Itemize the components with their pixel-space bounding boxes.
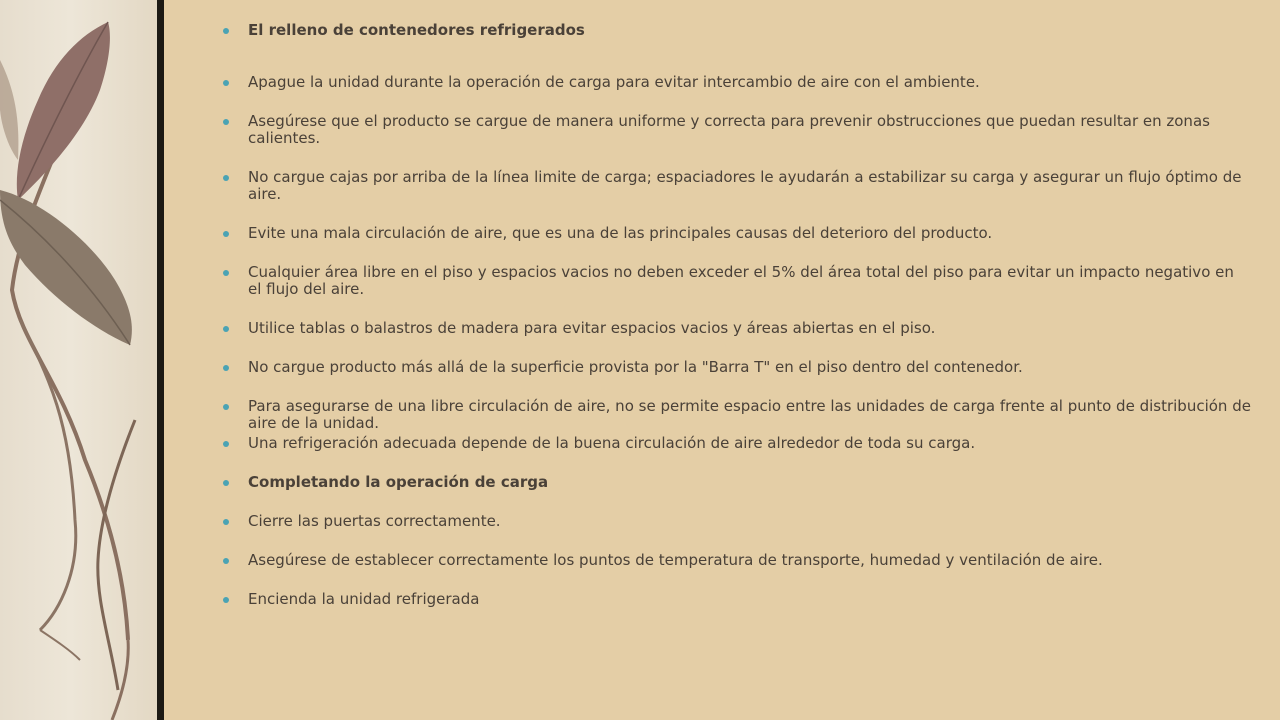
list-item: El relleno de contenedores refrigerados — [222, 22, 1252, 39]
vertical-divider — [157, 0, 164, 720]
bullet-list — [222, 22, 1252, 608]
list-item: Completando la operación de carga — [222, 474, 1252, 491]
list-item: Una refrigeración adecuada depende de la buena circulación de aire alrededor de toda su carga. — [222, 435, 1252, 452]
list-item: Asegúrese de establecer correctamente los puntos de temperatura de transporte, humedad y ventilación de aire. — [222, 552, 1252, 569]
list-item: Cierre las puertas correctamente. — [222, 513, 1252, 530]
list-item: Asegúrese que el producto se cargue de manera uniforme y correcta para prevenir obstrucciones que puedan resultar en zonas calientes. — [222, 113, 1252, 147]
sidebar-leaf-image — [0, 0, 157, 720]
list-item: Utilice tablas o balastros de madera para evitar espacios vacios y áreas abiertas en el piso. — [222, 320, 1252, 337]
list-item: Cualquier área libre en el piso y espacios vacios no deben exceder el 5% del área total del piso para evitar un impacto negativo en el flujo del aire. — [222, 264, 1252, 298]
list-item: Encienda la unidad refrigerada — [222, 591, 1252, 608]
dried-leaf-branch-illustration — [0, 0, 157, 720]
list-item: Apague la unidad durante la operación de carga para evitar intercambio de aire con el ambiente. — [222, 74, 1252, 91]
list-item: Para asegurarse de una libre circulación de aire, no se permite espacio entre las unidades de carga frente al punto de distribución de aire de la unidad. — [222, 398, 1252, 432]
list-item: No cargue producto más allá de la superficie provista por la "Barra T" en el piso dentro del contenedor. — [222, 359, 1252, 376]
list-item: No cargue cajas por arriba de la línea limite de carga; espaciadores le ayudarán a estabilizar su carga y asegurar un flujo óptimo de aire. — [222, 169, 1252, 203]
list-item: Evite una mala circulación de aire, que es una de las principales causas del deterioro del producto. — [222, 225, 1252, 242]
